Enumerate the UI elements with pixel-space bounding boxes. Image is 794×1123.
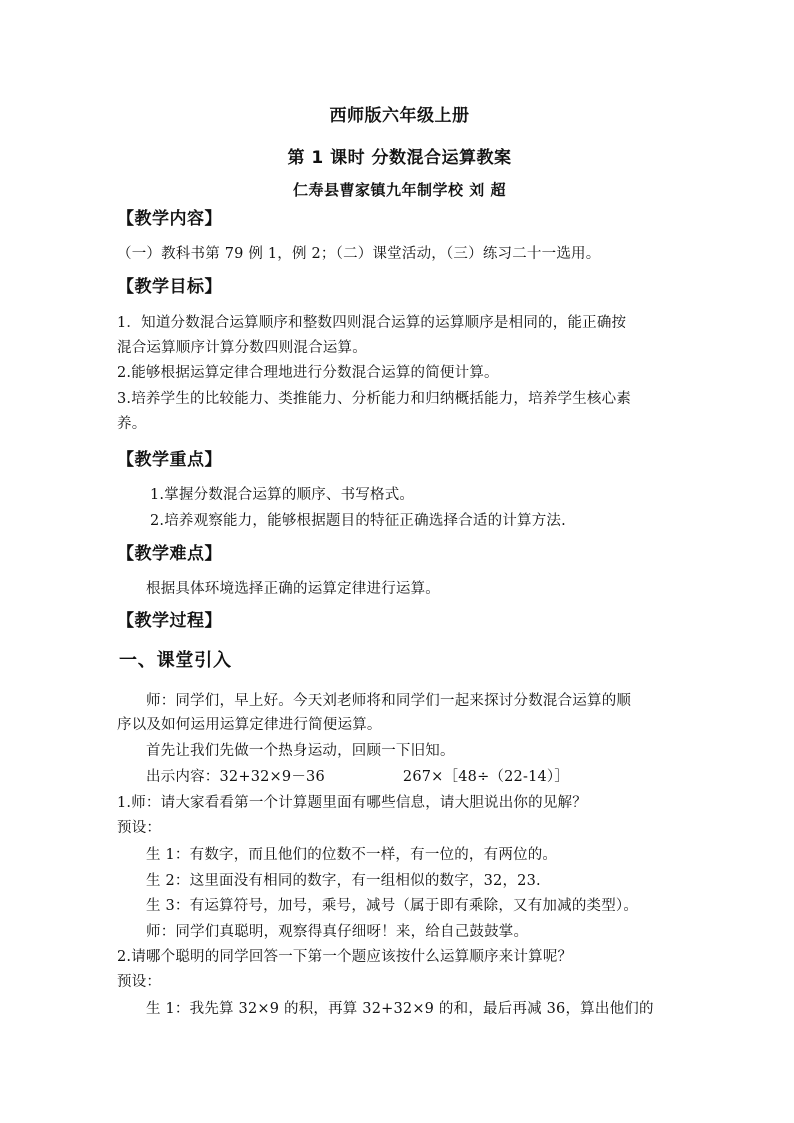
goal-1-line-1: 1．知道分数混合运算顺序和整数四则混合运算的运算顺序是相同的，能正确按 (117, 315, 627, 331)
goal-2: 2.能够根据运算定律合理地进行分数混合运算的简便计算。 (117, 365, 499, 381)
question-1-preset: 预设： (117, 820, 162, 836)
heading-difficulties: 【教学难点】 (117, 544, 222, 564)
goal-3-line-1: 3.培养学生的比较能力、类推能力、分析能力和归纳概括能力，培养学生核心素 (117, 391, 632, 407)
teacher-response: 师：同学们真聪明，观察得真仔细呀！来，给自己鼓鼓掌。 (146, 924, 529, 940)
goal-3-line-2: 养。 (117, 416, 147, 432)
student-3-answer: 生 3：有运算符号，加号，乘号，减号（属于即有乘除，又有加减的类型）。 (146, 898, 639, 914)
intro-paragraph-3 (146, 767, 682, 787)
intro-paragraph-1-line-2: 序以及如何运用运算定律进行简便运算。 (117, 717, 382, 733)
student-1-answer: 生 1：有数字，而且他们的位数不一样，有一位的，有两位的。 (146, 847, 558, 863)
heading-intro: 一、课堂引入 (119, 650, 232, 671)
question-1: 1.师：请大家看看第一个计算题里面有哪些信息，请大胆说出你的见解？ (117, 795, 587, 811)
heading-teaching-process: 【教学过程】 (117, 611, 222, 631)
goal-1-line-2: 混合运算顺序计算分数四则混合运算。 (117, 340, 367, 356)
heading-teaching-goals: 【教学目标】 (117, 277, 222, 297)
difficulty-text: 根据具体环境选择正确的运算定律进行运算。 (146, 581, 440, 597)
lesson-title: 第 1 课时 分数混合运算教案 (287, 148, 512, 168)
teaching-content-text: （一）教科书第 79 例 1，例 2；（二）课堂活动，（三）练习二十一选用。 (117, 246, 601, 262)
heading-teaching-content: 【教学内容】 (117, 209, 222, 229)
key-point-2: 2.培养观察能力，能够根据题目的特征正确选择合适的计算方法. (150, 513, 566, 529)
student-2-answer: 生 2：这里面没有相同的数字，有一组相似的数字，32，23. (146, 873, 541, 889)
book-title: 西师版六年级上册 (329, 106, 470, 126)
student-1-order-answer: 生 1：我先算 32×9 的积，再算 32+32×9 的和，最后再减 36，算出他们的 (146, 1001, 654, 1017)
expression-1: 出示内容：32+32×9－36 (146, 769, 325, 785)
key-point-1: 1.掌握分数混合运算的顺序、书写格式。 (150, 487, 415, 503)
heading-key-points: 【教学重点】 (117, 450, 222, 470)
intro-paragraph-1-line-1: 师：同学们，早上好。今天刘老师将和同学们一起来探讨分数混合运算的顺 (146, 693, 632, 709)
question-2: 2.请哪个聪明的同学回答一下第一个题应该按什么运算顺序来计算呢？ (117, 949, 573, 965)
question-2-preset: 预设： (117, 974, 162, 990)
expression-2: 267×［48÷（22-14）］ (402, 769, 570, 785)
intro-paragraph-2: 首先让我们先做一个热身运动，回顾一下旧知。 (146, 743, 455, 759)
author-line: 仁寿县曹家镇九年制学校 刘 超 (293, 181, 506, 199)
